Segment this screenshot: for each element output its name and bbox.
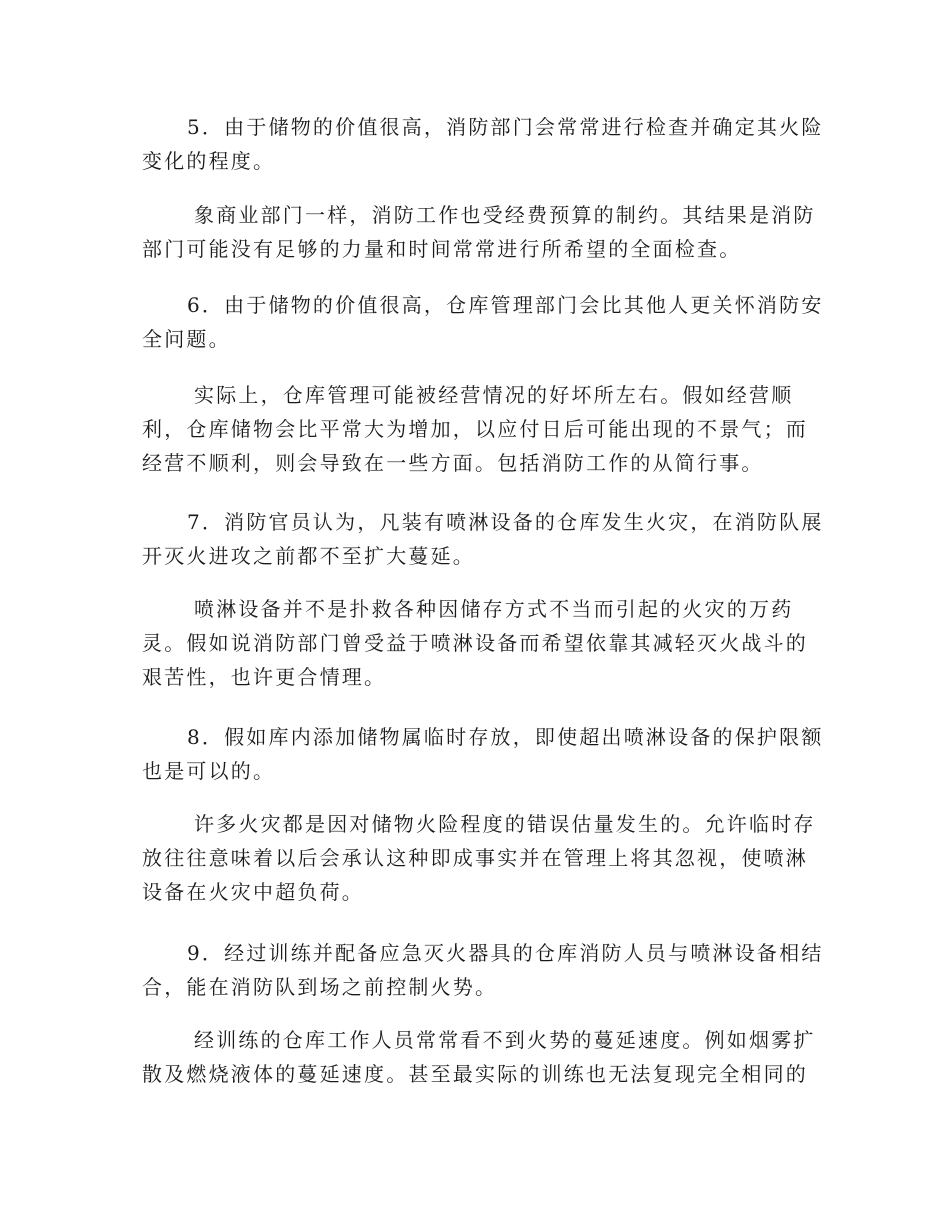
paragraph-claim-8 [142, 720, 824, 788]
text-line: 也是可以的。 [142, 759, 276, 783]
text-line: 利，仓库储物会比平常大为增加，以应付日后可能出现的不景气；而 [142, 417, 808, 441]
text-line: 艰苦性，也许更合情理。 [142, 665, 387, 689]
text-line: 实际上，仓库管理可能被经营情况的好坏所左右。假如经营顺 [194, 383, 794, 407]
paragraph-comment-9 [142, 1023, 816, 1091]
text-line: 开灭火进攻之前都不至扩大蔓延。 [142, 544, 475, 568]
text-line: 5．由于储物的价值很高，消防部门会常常进行检查并确定其火险 [187, 115, 824, 139]
text-line: 8．假如库内添加储物属临时存放，即使超出喷淋设备的保护限额 [187, 725, 824, 749]
text-line: 合，能在消防队到场之前控制火势。 [142, 975, 498, 999]
paragraph-comment-7 [142, 592, 808, 694]
paragraph-claim-9 [142, 936, 824, 1004]
text-line: 许多火灾都是因对储物火险程度的错误估量发生的。允许临时存 [194, 812, 816, 836]
text-line: 7．消防官员认为，凡装有喷淋设备的仓库发生火灾，在消防队展 [187, 510, 824, 534]
text-line: 经训练的仓库工作人员常常看不到火势的蔓延速度。例如烟雾扩 [194, 1028, 816, 1052]
paragraph-claim-7 [142, 505, 824, 573]
text-line: 6．由于储物的价值很高，仓库管理部门会比其他人更关怀消防安 [187, 293, 824, 317]
text-line: 散及燃烧液体的蔓延速度。甚至最实际的训练也无法复现完全相同的 [142, 1062, 808, 1086]
paragraph-comment-6 [142, 378, 808, 480]
text-line: 灵。假如说消防部门曾受益于喷淋设备而希望依靠其减轻灭火战斗的 [142, 631, 808, 655]
paragraph-comment-8 [142, 807, 816, 909]
paragraph-comment-5 [142, 198, 816, 266]
text-line: 变化的程度。 [142, 149, 276, 173]
text-line: 经营不顺利，则会导致在一些方面。包括消防工作的从简行事。 [142, 451, 764, 475]
text-line: 部门可能没有足够的力量和时间常常进行所希望的全面检查。 [142, 237, 742, 261]
paragraph-claim-5 [142, 110, 824, 178]
text-line: 喷淋设备并不是扑救各种因储存方式不当而引起的火灾的万药 [194, 597, 794, 621]
text-line: 9．经过训练并配备应急灭火器具的仓库消防人员与喷淋设备相结 [187, 941, 824, 965]
paragraph-claim-6 [142, 288, 824, 356]
text-line: 放往往意味着以后会承认这种即成事实并在管理上将其忽视，使喷淋 [142, 846, 808, 870]
text-line: 全问题。 [142, 327, 231, 351]
text-line: 设备在火灾中超负荷。 [142, 880, 364, 904]
text-line: 象商业部门一样，消防工作也受经费预算的制约。其结果是消防 [194, 203, 816, 227]
